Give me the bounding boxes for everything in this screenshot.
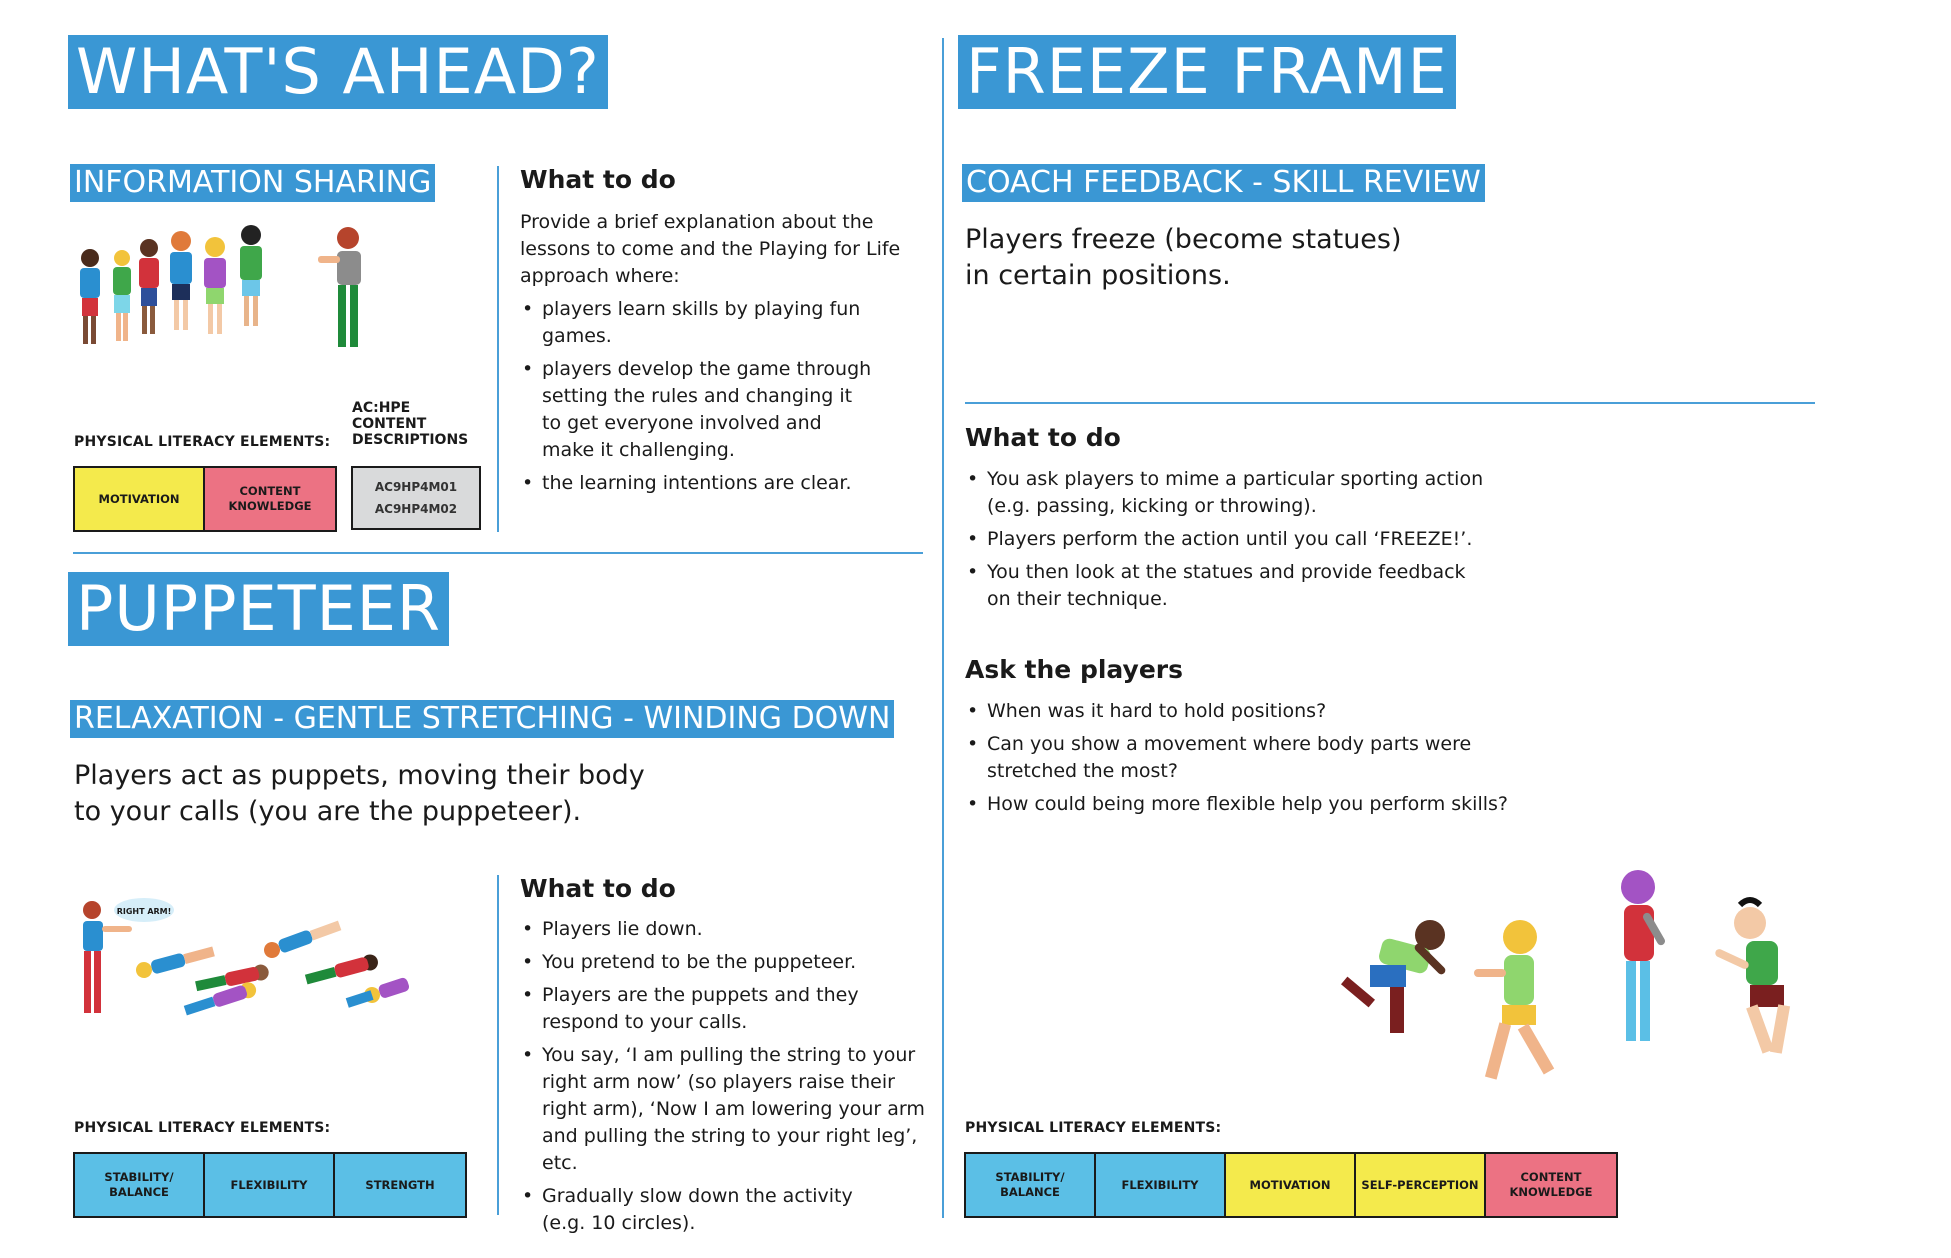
- list-item: • You say, ‘I am pulling the string to your right arm now’ (so players raise their right arm), ‘Now I am lowering your arm and pulling the string to your right leg’, etc.: [520, 1042, 942, 1177]
- pl-elements-chips-3: [964, 1152, 1618, 1218]
- whats-ahead-title: WHAT'S AHEAD?: [68, 35, 608, 109]
- chip-stability-balance: STABILITY/ BALANCE: [75, 1154, 205, 1216]
- pl-elements-label-2: PHYSICAL LITERACY ELEMENTS:: [74, 1120, 331, 1136]
- speech-bubble: [114, 898, 174, 922]
- divider-top-left: [497, 166, 499, 532]
- center-divider: [942, 38, 944, 1218]
- chip-stability-balance: STABILITY/ BALANCE: [966, 1154, 1096, 1216]
- freeze-frame-illustration: [1310, 855, 1830, 1115]
- puppeteer-title: PUPPETEER: [68, 572, 449, 646]
- pl-elements-chips: [73, 466, 337, 532]
- list-item: • How could being more flexible help you perform skills?: [965, 791, 1525, 818]
- list-item: • players learn skills by playing fun games.: [520, 296, 930, 350]
- list-item: • the learning intentions are clear.: [520, 470, 930, 497]
- information-sharing-subtitle: INFORMATION SHARING: [70, 164, 435, 202]
- chip-self-perception: SELF-PERCEPTION: [1356, 1154, 1486, 1216]
- pl-elements-chips-2: [73, 1152, 467, 1218]
- divider-horizontal-right: [965, 402, 1815, 404]
- list-item: • When was it hard to hold positions?: [965, 698, 1525, 725]
- divider-horizontal-left: [73, 552, 923, 554]
- puppeteer-intro: Players act as puppets, moving their body to your calls (you are the puppeteer).: [74, 760, 645, 827]
- coach-figure: [318, 227, 361, 347]
- code-1: AC9HP4M01: [374, 480, 458, 494]
- list-item: • Can you show a movement where body parts were stretched the most?: [965, 731, 1487, 785]
- what-to-do-list-1: [520, 296, 930, 503]
- chip-motivation: MOTIVATION: [75, 468, 205, 530]
- statue-player-2: [1474, 920, 1554, 1080]
- ac-hpe-label: AC:HPE CONTENT DESCRIPTIONS: [352, 400, 469, 448]
- chip-strength: STRENGTH: [335, 1154, 465, 1216]
- puppeteer-illustration: [72, 890, 452, 1040]
- players-group: [80, 225, 262, 344]
- statue-player-4: [1714, 900, 1790, 1054]
- what-to-do-intro-1: Provide a brief explanation about the lessons to come and the Playing for Life approach where:: [520, 211, 901, 287]
- chip-flexibility: FLEXIBILITY: [205, 1154, 335, 1216]
- what-to-do-heading-3: What to do: [965, 423, 1121, 452]
- list-item: • Players perform the action until you call ‘FREEZE!’.: [965, 526, 1505, 553]
- code-2: AC9HP4M02: [374, 502, 458, 516]
- ask-players-list: [965, 698, 1525, 824]
- chip-flexibility: FLEXIBILITY: [1096, 1154, 1226, 1216]
- ac-codes-box: [351, 466, 481, 530]
- chip-content-knowledge: CONTENT KNOWLEDGE: [205, 468, 335, 530]
- list-item: • You then look at the statues and provide feedback on their technique.: [965, 559, 1477, 613]
- chip-content-knowledge: CONTENT KNOWLEDGE: [1486, 1154, 1616, 1216]
- statue-player-3: [1621, 870, 1666, 1041]
- pl-elements-label: PHYSICAL LITERACY ELEMENTS:: [74, 434, 331, 450]
- what-to-do-list-2: [520, 916, 930, 1243]
- list-item: • Players are the puppets and they respond to your calls.: [520, 982, 872, 1036]
- what-to-do-list-3: [965, 466, 1505, 619]
- relaxation-subtitle: RELAXATION - GENTLE STRETCHING - WINDING DOWN: [70, 700, 894, 738]
- list-item: • players develop the game through setting the rules and changing it to get everyone involved and make it challenging.: [520, 356, 872, 464]
- divider-bottom-left: [497, 875, 499, 1215]
- list-item: • Gradually slow down the activity (e.g. 10 circles).: [520, 1183, 872, 1237]
- list-item: • You pretend to be the puppeteer.: [520, 949, 930, 976]
- statue-player-1: [1341, 920, 1447, 1033]
- speech-text: RIGHT ARM!: [116, 907, 172, 916]
- freeze-frame-intro: Players freeze (become statues) in certain positions.: [965, 224, 1402, 291]
- coach-feedback-subtitle: COACH FEEDBACK - SKILL REVIEW: [962, 164, 1485, 202]
- pl-elements-label-3: PHYSICAL LITERACY ELEMENTS:: [965, 1120, 1222, 1136]
- list-item: • You ask players to mime a particular sporting action (e.g. passing, kicking or throwing).: [965, 466, 1497, 520]
- freeze-frame-title: FREEZE FRAME: [958, 35, 1456, 109]
- lying-puppets: [134, 918, 410, 1018]
- chip-motivation: MOTIVATION: [1226, 1154, 1356, 1216]
- ask-players-heading: Ask the players: [965, 655, 1183, 684]
- what-to-do-heading-1: What to do: [520, 165, 676, 194]
- what-to-do-heading-2: What to do: [520, 874, 676, 903]
- info-sharing-illustration: [70, 218, 420, 378]
- list-item: • Players lie down.: [520, 916, 930, 943]
